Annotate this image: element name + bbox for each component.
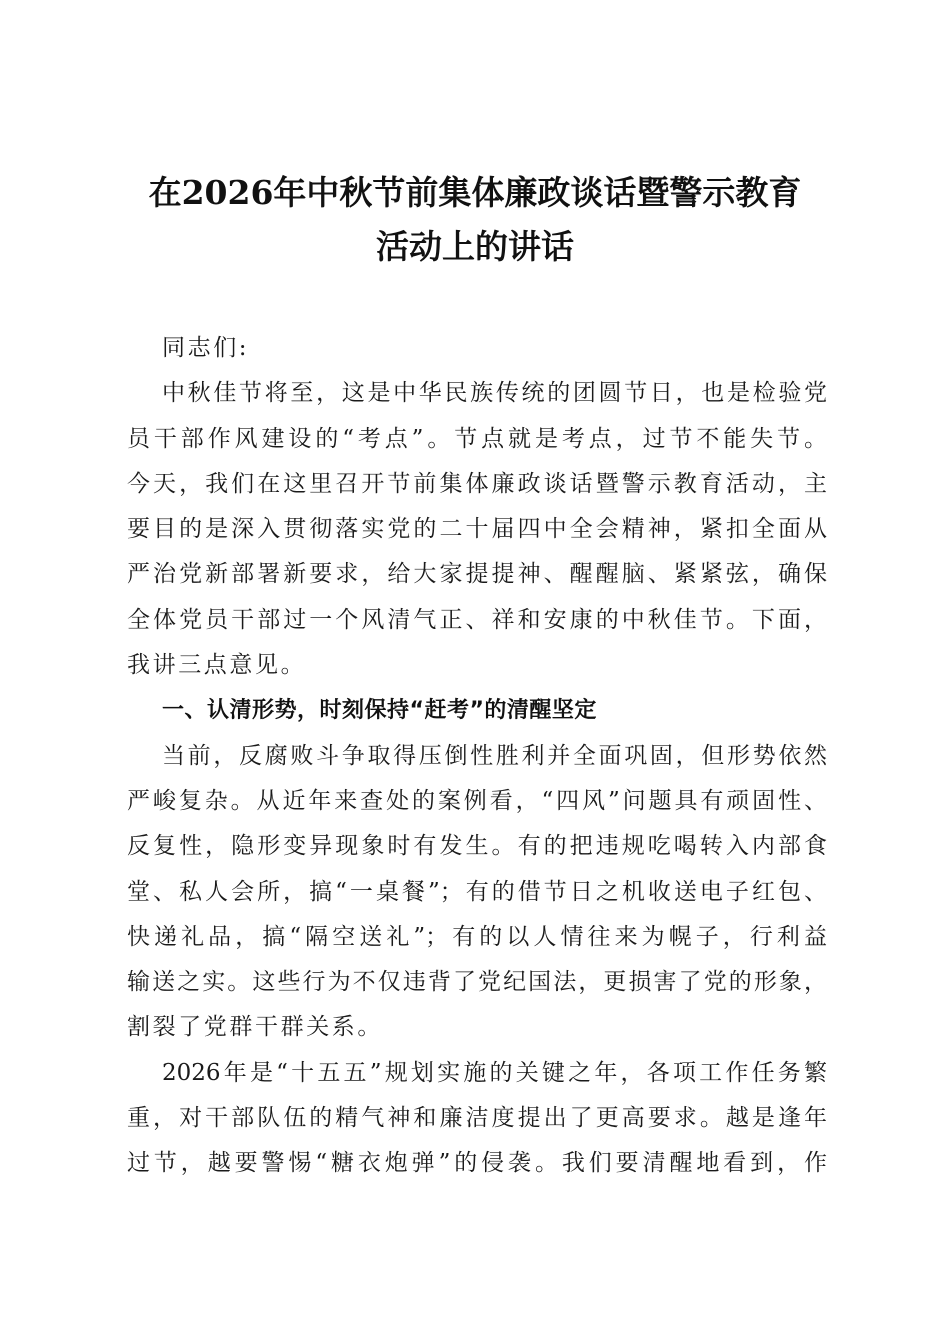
paragraph-line: 重，对干部队伍的精气神和廉洁度提出了更高要求。越是逢年 (127, 1105, 827, 1132)
paragraph-line: 输送之实。这些行为不仅违背了党纪国法，更损害了党的形象， (127, 969, 827, 996)
paragraph-line: 要目的是深入贯彻落实党的二十届四中全会精神，紧扣全面从 (127, 516, 827, 543)
title-line-1: 在2026年中秋节前集体廉政谈话暨警示教育 (148, 173, 802, 212)
paragraph-line: 割裂了党群干群关系。 (127, 1014, 383, 1041)
salutation: 同志们: (162, 335, 250, 361)
paragraph-line: 过节，越要警惕“糖衣炮弹”的侵袭。我们要清醒地看到，作 (127, 1150, 827, 1177)
paragraph-line: 全体党员干部过一个风清气正、祥和安康的中秋佳节。下面， (127, 606, 827, 633)
section-heading-1: 一、认清形势，时刻保持“赶考”的清醒坚定 (162, 698, 597, 724)
paragraph-line: 中秋佳节将至，这是中华民族传统的团圆节日，也是检验党 (162, 380, 827, 407)
paragraph-line: 2026年是“十五五”规划实施的关键之年，各项工作任务繁 (162, 1059, 827, 1086)
paragraph-line: 严治党新部署新要求，给大家提提神、醒醒脑、紧紧弦，确保 (127, 561, 827, 588)
paragraph-line: 严峻复杂。从近年来查处的案例看，“四风”问题具有顽固性、 (127, 787, 827, 814)
paragraph-line: 堂、私人会所，搞“一桌餐”；有的借节日之机收送电子红包、 (127, 878, 827, 905)
paragraph-line: 员干部作风建设的“考点”。节点就是考点，过节不能失节。 (127, 425, 827, 452)
document-title (120, 166, 830, 274)
paragraph-line: 反复性，隐形变异现象时有发生。有的把违规吃喝转入内部食 (127, 833, 827, 860)
paragraph-intro (127, 371, 827, 688)
paragraph-year-2026 (127, 1051, 827, 1187)
paragraph-situation (127, 734, 827, 1051)
paragraph-line: 当前，反腐败斗争取得压倒性胜利并全面巩固，但形势依然 (162, 742, 827, 769)
document-body (127, 326, 827, 1187)
paragraph-line: 我讲三点意见。 (127, 652, 307, 679)
title-line-2: 活动上的讲话 (376, 227, 574, 266)
paragraph-line: 今天，我们在这里召开节前集体廉政谈话暨警示教育活动，主 (127, 470, 827, 497)
paragraph-line: 快递礼品，搞“隔空送礼”；有的以人情往来为幌子，行利益 (127, 923, 827, 950)
